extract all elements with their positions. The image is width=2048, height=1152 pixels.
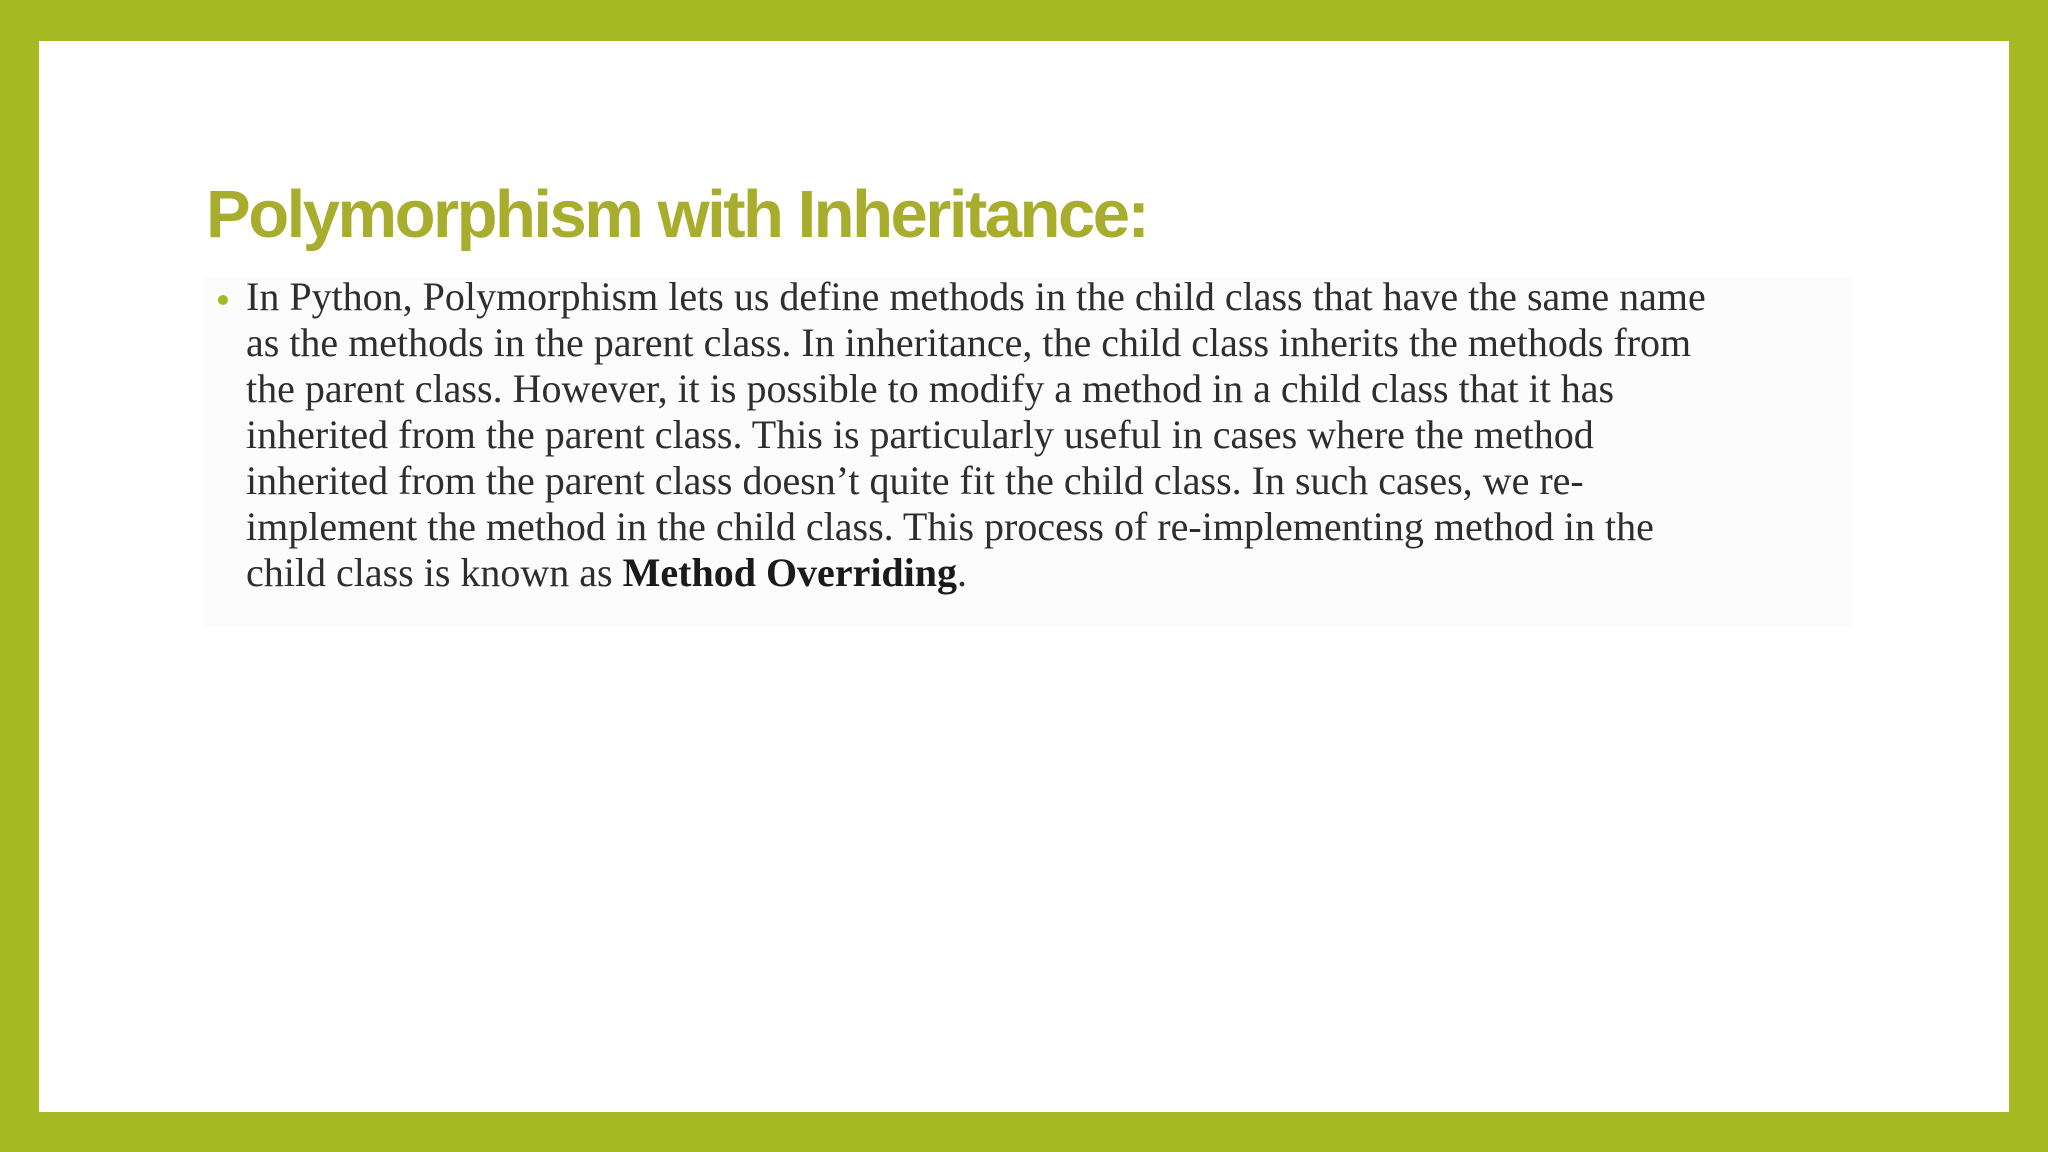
bullet-icon [218,295,228,305]
sentence-period: . [957,550,968,595]
bullet-paragraph [246,274,1846,596]
paragraph-line-7 [246,550,1846,596]
paragraph-line-6: implement the method in the child class. This process of re-implementing method in the [246,504,1654,549]
paragraph-line-4: inherited from the parent class. This is particularly useful in cases where the method [246,412,1594,457]
slide-title: Polymorphism with Inheritance: [206,177,1148,252]
method-overriding-term: Method Overriding [622,550,958,595]
paragraph-line-5: inherited from the parent class doesn’t quite fit the child class. In such cases, we re- [246,458,1584,503]
paragraph-line-3: the parent class. However, it is possible to modify a method in a child class that it has [246,366,1615,411]
paragraph-line-2: as the methods in the parent class. In inheritance, the child class inherits the methods from [246,320,1692,365]
paragraph-line-1: In Python, Polymorphism lets us define methods in the child class that have the same name [246,274,1706,319]
paragraph-line-7-text: child class is known as [246,550,623,595]
slide-canvas [39,41,2009,1112]
